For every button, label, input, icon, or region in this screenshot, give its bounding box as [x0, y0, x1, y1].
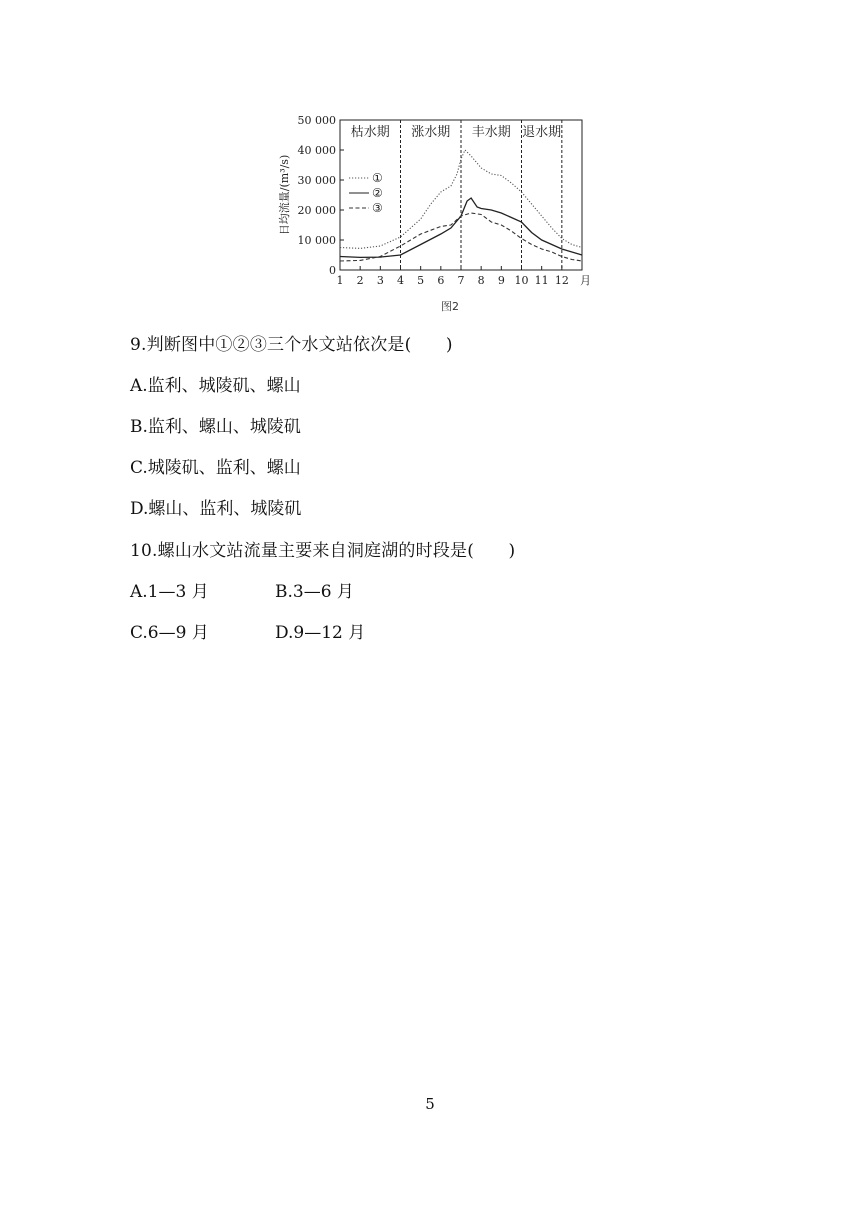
question-9-option-b: B.监利、螺山、城陵矶 — [130, 417, 301, 437]
x-tick-label: 3 — [376, 274, 384, 287]
x-tick-label: 11 — [534, 274, 549, 287]
y-tick-label: 20 000 — [297, 204, 336, 217]
legend-label-2: ② — [372, 186, 383, 200]
x-tick-label: 6 — [437, 274, 445, 287]
period-label: 涨水期 — [411, 125, 451, 140]
x-tick-label: 8 — [477, 274, 485, 287]
x-tick-label: 10 — [514, 274, 529, 287]
x-tick-label: 2 — [356, 274, 364, 287]
y-tick-label: 30 000 — [297, 174, 336, 187]
figure-caption: 图2 — [441, 300, 459, 313]
period-label: 退水期 — [522, 125, 562, 140]
period-label: 丰水期 — [471, 125, 511, 140]
question-10-option-d: D.9—12 月 — [275, 623, 366, 643]
legend-label-1: ① — [372, 171, 383, 185]
x-tick-label: 12 — [554, 274, 569, 287]
question-10-stem: 10.螺山水文站流量主要来自洞庭湖的时段是( ) — [130, 541, 516, 561]
hydrograph-figure — [276, 108, 596, 323]
discharge-chart — [276, 108, 596, 298]
x-tick-label: 5 — [417, 274, 425, 287]
question-10-option-b: B.3—6 月 — [275, 582, 354, 602]
x-axis-unit: 月 — [580, 274, 591, 287]
y-tick-label: 40 000 — [297, 144, 336, 157]
question-9-option-c: C.城陵矶、监利、螺山 — [130, 458, 301, 478]
legend-label-3: ③ — [372, 201, 383, 215]
question-9-stem: 9.判断图中①②③三个水文站依次是( ) — [130, 335, 453, 355]
question-9-option-d: D.螺山、监利、城陵矶 — [130, 499, 302, 519]
question-9-option-a: A.监利、城陵矶、螺山 — [130, 376, 301, 396]
x-tick-label: 7 — [457, 274, 465, 287]
y-tick-label: 10 000 — [297, 234, 336, 247]
y-tick-label: 50 000 — [297, 114, 336, 127]
page-number: 5 — [425, 1095, 435, 1113]
x-tick-label: 9 — [497, 274, 505, 287]
question-10-option-a: A.1—3 月 — [130, 582, 209, 602]
period-label: 枯水期 — [350, 125, 390, 140]
y-tick-label: 0 — [329, 264, 336, 277]
x-tick-label: 4 — [397, 274, 404, 287]
y-axis-label: 日均流量/(m³/s) — [278, 154, 291, 236]
question-10-option-c: C.6—9 月 — [130, 623, 209, 643]
x-tick-label: 1 — [336, 274, 344, 287]
